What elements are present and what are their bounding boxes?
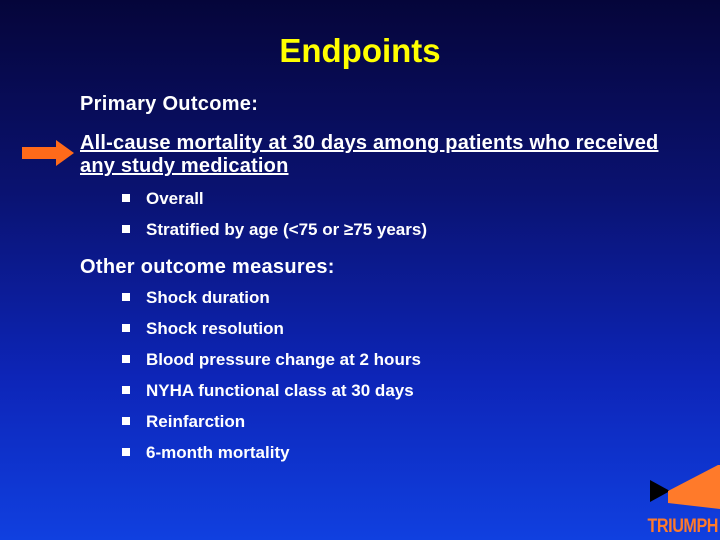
bullet-square-icon [122,386,130,394]
bullet-square-icon [122,417,130,425]
bullet-item [122,443,421,474]
bullet-text: 6-month mortality [146,443,290,462]
triumph-logo-text: TRIUMPH [647,516,718,537]
bullet-square-icon [122,225,130,233]
primary-bullet-list [122,189,427,251]
bullet-item [122,381,421,412]
bullet-item [122,319,421,350]
bullet-square-icon [122,448,130,456]
other-bullet-list [122,288,421,474]
bullet-text: Reinfarction [146,412,246,431]
primary-outcome-heading: Primary Outcome: [80,93,259,115]
bullet-item [122,350,421,381]
bullet-square-icon [122,293,130,301]
bullet-item [122,189,427,220]
bullet-square-icon [122,355,130,363]
bullet-item [122,412,421,443]
bullet-square-icon [122,194,130,202]
arrow-right-icon [22,140,74,166]
primary-outcome-text: All-cause mortality at 30 days among patients who received any study medication [80,132,659,177]
bullet-text: Blood pressure change at 2 hours [146,350,421,369]
triumph-logo [640,465,720,540]
other-outcomes-heading: Other outcome measures: [80,256,335,278]
bullet-square-icon [122,324,130,332]
slide-title: Endpoints [279,32,441,69]
bullet-text: NYHA functional class at 30 days [146,381,414,400]
bullet-text: Stratified by age (<75 or ≥75 years) [146,220,427,239]
bullet-text: Shock resolution [146,319,284,338]
bullet-text: Overall [146,189,204,208]
bullet-item [122,220,427,251]
bullet-text: Shock duration [146,288,270,307]
bullet-item [122,288,421,319]
